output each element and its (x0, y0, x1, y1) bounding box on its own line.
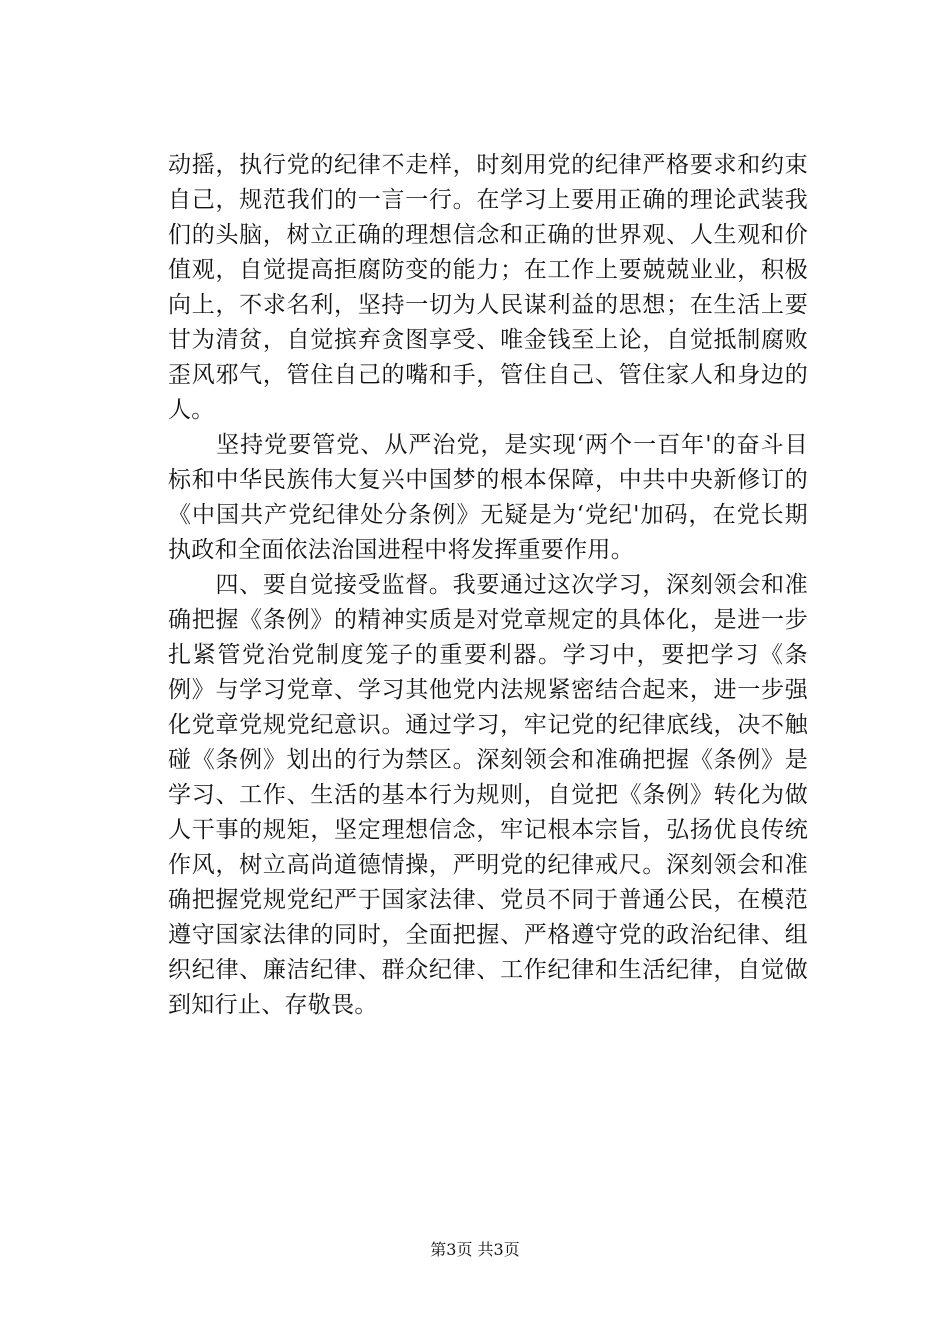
text-line: 织纪律、廉洁纪律、群众纪律、工作纪律和生活纪律，自觉做 (168, 957, 808, 983)
text-line: 甘为清贫，自觉摈弃贪图享受、唯金钱至上论，自觉抵制腐败 (168, 327, 808, 353)
text-line: 自己，规范我们的一言一行。在学习上要用正确的理论武装我 (168, 187, 808, 213)
text-line: 作风，树立高尚道德情操，严明党的纪律戒尺。深刻领会和准 (168, 852, 808, 878)
text-line: 确把握《条例》的精神实质是对党章规定的具体化，是进一步 (168, 607, 808, 633)
text-line: 例》与学习党章、学习其他党内法规紧密结合起来，进一步强 (168, 677, 808, 703)
text-line: 值观，自觉提高拒腐防变的能力；在工作上要兢兢业业，积极 (168, 257, 808, 283)
text-line: 歪风邪气，管住自己的嘴和手，管住自己、管住家人和身边的 (168, 362, 808, 388)
paragraph-first-line: 坚持党要管党、从严治党，是实现‘两个一百年'的奋斗目 (168, 432, 808, 458)
text-line: 向上，不求名利，坚持一切为人民谋利益的思想；在生活上要 (168, 292, 808, 318)
text-line: 扎紧管党治党制度笼子的重要利器。学习中，要把学习《条 (168, 642, 808, 668)
text-line: 《中国共产党纪律处分条例》无疑是为‘党纪'加码，在党长期 (168, 502, 808, 528)
text-line: 人干事的规矩，坚定理想信念，牢记根本宗旨，弘扬优良传统 (168, 817, 808, 843)
text-line: 碰《条例》划出的行为禁区。深刻领会和准确把握《条例》是 (168, 747, 808, 773)
text-line: 学习、工作、生活的基本行为规则，自觉把《条例》转化为做 (168, 782, 808, 808)
paragraph-end-line: 人。 (168, 397, 215, 423)
document-body (168, 148, 808, 1023)
paragraph-end-line: 执政和全面依法治国进程中将发挥重要作用。 (168, 537, 634, 563)
paragraph-end-line: 到知行止、存敬畏。 (168, 992, 378, 1018)
text-line: 们的头脑，树立正确的理想信念和正确的世界观、人生观和价 (168, 222, 808, 248)
text-line: 动摇，执行党的纪律不走样，时刻用党的纪律严格要求和约束 (168, 152, 808, 178)
text-line: 确把握党规党纪严于国家法律、党员不同于普通公民，在模范 (168, 887, 808, 913)
text-line: 化党章党规党纪意识。通过学习，牢记党的纪律底线，决不触 (168, 712, 808, 738)
page-number: 第3页 共3页 (430, 1240, 520, 1259)
paragraph-first-line: 四、要自觉接受监督。我要通过这次学习，深刻领会和准 (168, 572, 808, 598)
text-line: 遵守国家法律的同时，全面把握、严格遵守党的政治纪律、组 (168, 922, 808, 948)
page-footer (0, 1240, 950, 1260)
text-line: 标和中华民族伟大复兴中国梦的根本保障，中共中央新修订的 (168, 467, 808, 493)
